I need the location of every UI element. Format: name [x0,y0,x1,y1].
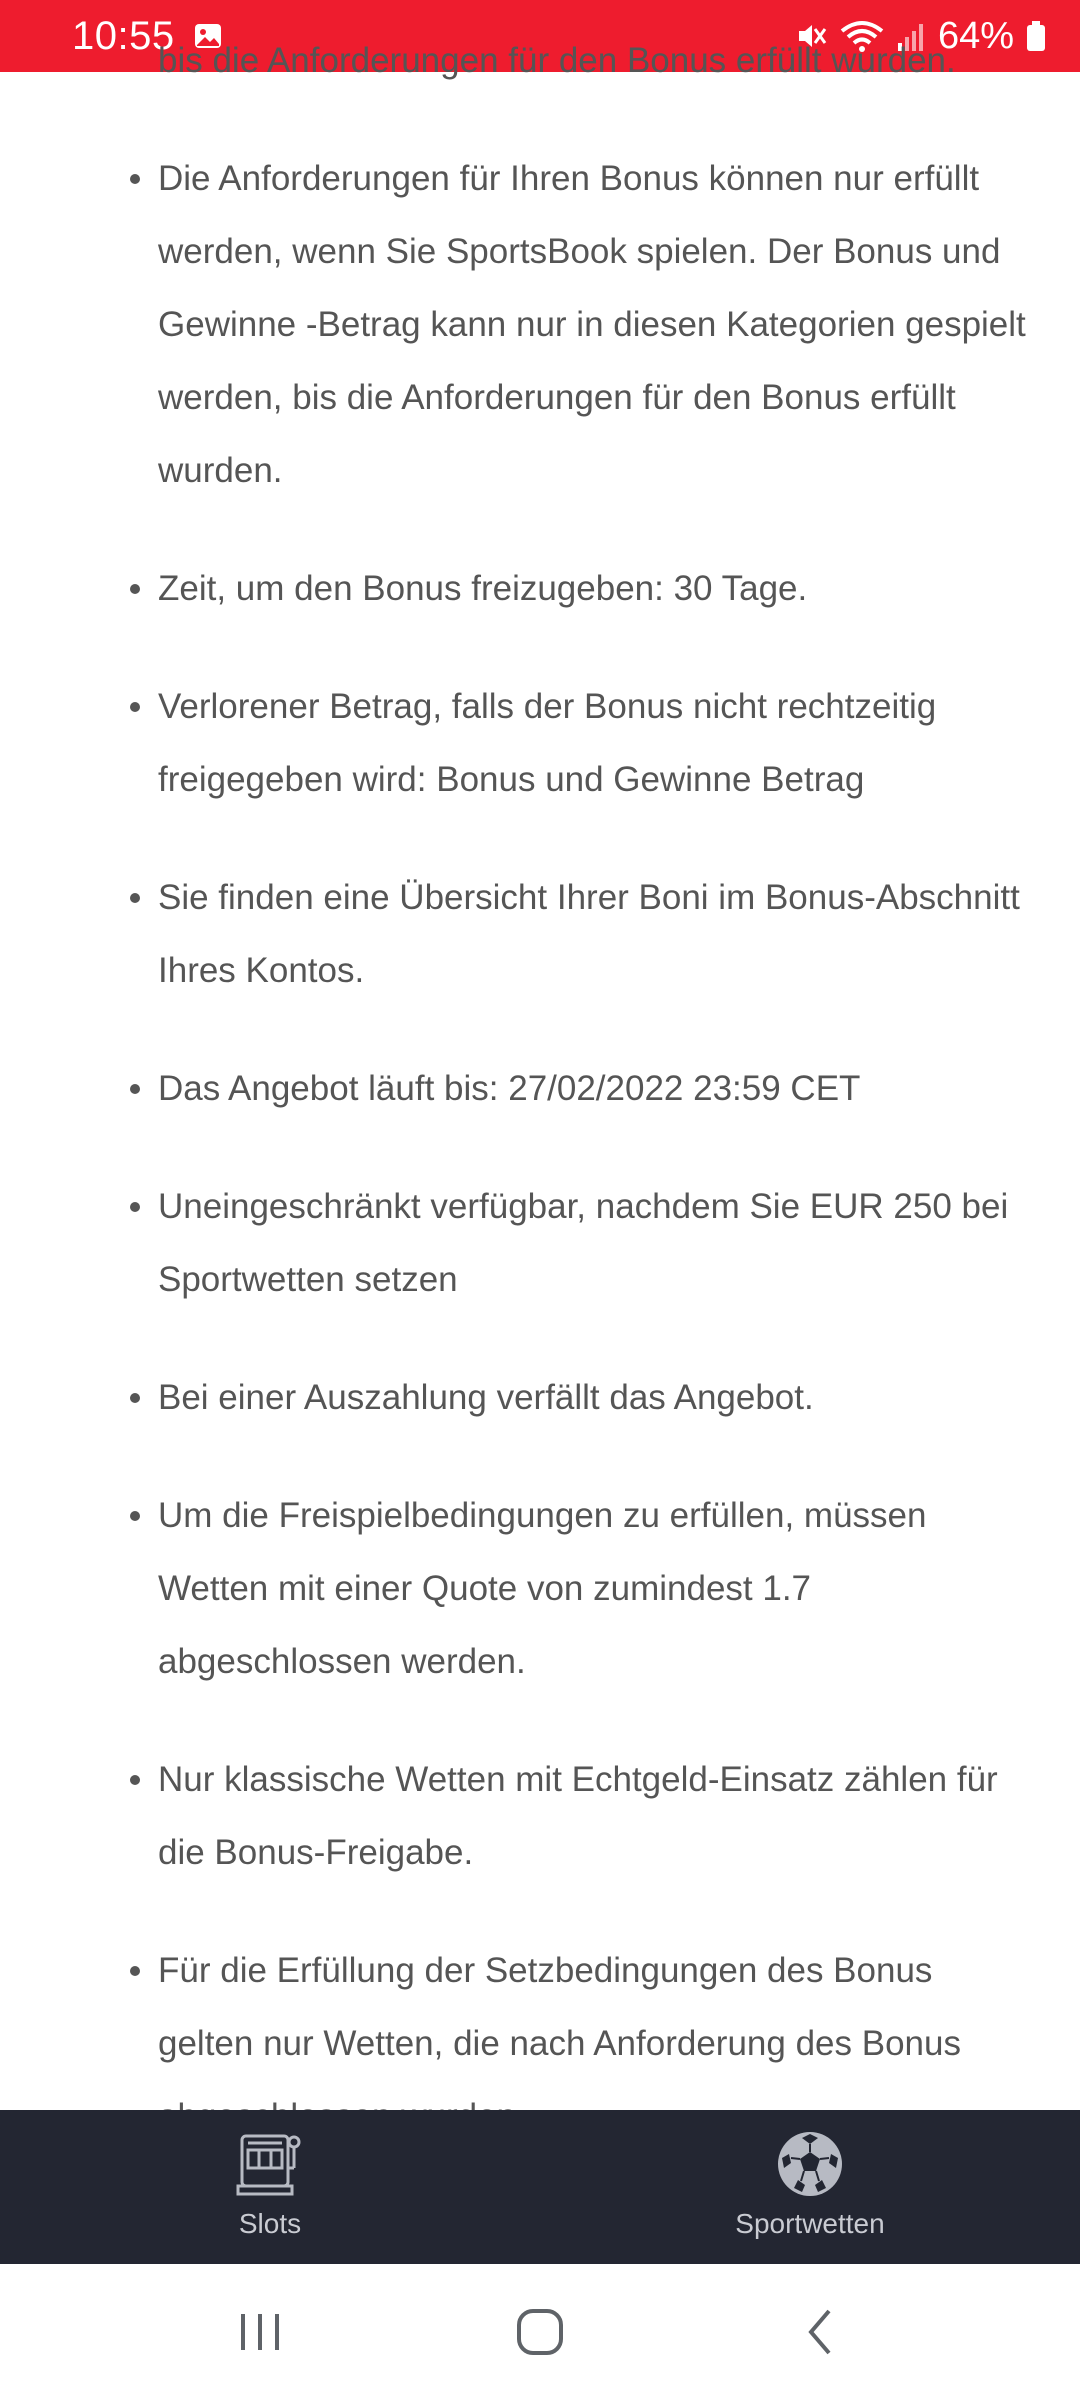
terms-item: Zeit, um den Bonus freizugeben: 30 Tage. [0,552,1080,625]
terms-item: Das Angebot läuft bis: 27/02/2022 23:59 CET [0,1052,1080,1125]
terms-item: Nur klassische Wetten mit Echtgeld-Einsatz zählen für die Bonus-Freigabe. [0,1743,1080,1889]
terms-item: Für die Erfüllung der Setzbedingungen des Bonus gelten nur Wetten, die nach Anforderung des Bonus [0,1934,1080,2153]
terms-item: bis die Anforderungen für den Bonus erfüllt wurden. [158,41,956,80]
terms-item: Um die Freispielbedingungen zu erfüllen, müssen Wetten mit einer Quote von zumindest 1.7 abgeschlossen werden. [0,1479,1080,1698]
system-nav-bar [0,2264,1080,2400]
terms-item: Uneingeschränkt verfügbar, nachdem Sie EUR 250 bei Sportwetten setzen [0,1170,1080,1316]
terms-content[interactable] [0,41,1080,2110]
status-time: 10:55 [72,13,175,58]
terms-item: Die Anforderungen für Ihren Bonus können nur erfüllt werden, wenn Sie SportsBook spielen. Der Bonus und Gewinne -Betrag kann nur in diesen Kategorien gespielt werden, bis die Anforderungen für den Bonus erfüllt wurden. [0,142,1080,507]
home-icon [515,2307,565,2357]
battery-percent: 64% [937,14,1014,57]
recent-apps-icon [235,2310,285,2354]
terms-item: Verlorener Betrag, falls der Bonus nicht rechtzeitig freigegeben wird: Bonus und Gewinne Betrag [0,670,1080,816]
nav-item-sportwetten[interactable] [540,2110,1080,2264]
home-button[interactable] [480,2292,600,2372]
bottom-nav [0,2110,1080,2264]
recent-apps-button[interactable] [200,2292,320,2372]
nav-label-sportwetten: Sportwetten [735,2208,885,2239]
nav-label-slots: Slots [238,2208,302,2239]
slot-machine-icon [234,2128,306,2200]
soccer-ball-icon [774,2128,846,2200]
terms-item: Bei einer Auszahlung verfällt das Angebot. [0,1361,1080,1434]
nav-item-slots[interactable] [0,2110,540,2264]
terms-list [0,24,1080,2198]
terms-item: Sie finden eine Übersicht Ihrer Boni im Bonus-Abschnitt Ihres Kontos. [0,861,1080,1007]
back-button[interactable] [760,2292,880,2372]
back-icon [803,2307,837,2357]
